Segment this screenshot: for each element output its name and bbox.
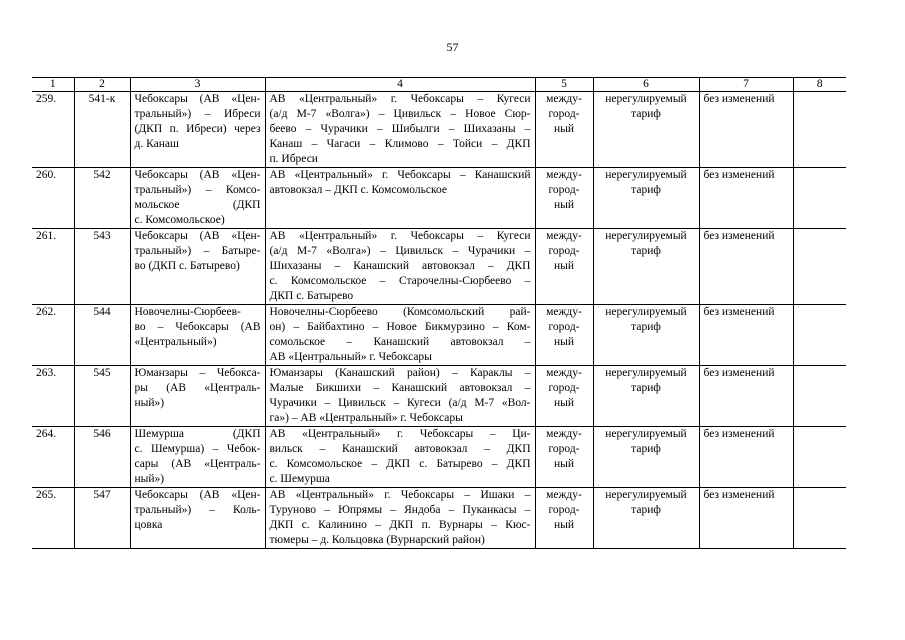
route-path-line: вильск – Канашский автовокзал – ДКП	[269, 443, 531, 455]
route-type-line: между-	[546, 230, 582, 242]
row-number-cell: 265.	[32, 488, 74, 549]
route-type-line: город-	[548, 108, 580, 120]
route-type-line: между-	[546, 367, 582, 379]
route-path-line: ДКП с. Батырево	[269, 290, 354, 302]
tariff-cell	[593, 427, 699, 488]
route-path-line: Чурачики – Цивильск – Кугеси (а/д М-7 «Вол-	[269, 397, 531, 409]
route-path-line: (а/д М-7 «Волга») – Цивильск – Чурачики –	[269, 245, 531, 257]
extra-cell	[793, 305, 846, 366]
route-number-cell: 547	[74, 488, 130, 549]
route-path-line: АВ «Центральный» г. Чебоксары – Кугеси	[269, 93, 531, 105]
route-name-cell	[130, 92, 265, 168]
route-name-line: Юманзары – Чебокса-	[134, 367, 261, 379]
extra-cell	[793, 488, 846, 549]
route-type-line: между-	[546, 93, 582, 105]
route-type-cell	[535, 488, 593, 549]
route-path-line: АВ «Центральный» г. Чебоксары – Ишаки –	[269, 489, 531, 501]
table-row	[32, 168, 846, 229]
route-name-line: д. Канаш	[134, 138, 179, 150]
route-path-cell	[265, 168, 535, 229]
table-row	[32, 229, 846, 305]
route-path-line: (а/д М-7 «Волга») – Цивильск – Новое Сюр-	[269, 108, 531, 120]
tariff-cell	[593, 488, 699, 549]
table-row	[32, 427, 846, 488]
extra-cell	[793, 168, 846, 229]
header-cell: 3	[130, 78, 265, 92]
tariff-cell	[593, 92, 699, 168]
route-name-line: Шемурша (ДКП	[134, 428, 261, 440]
route-path-line: АВ «Центральный» г. Чебоксары – Ци-	[269, 428, 531, 440]
route-path-line: Новочелны-Сюрбеево (Комсомольский рай-	[269, 306, 531, 318]
route-name-line: Чебоксары (АВ «Цен-	[134, 230, 261, 242]
route-number-cell: 546	[74, 427, 130, 488]
row-number-cell: 264.	[32, 427, 74, 488]
route-number-cell: 545	[74, 366, 130, 427]
header-cell: 1	[32, 78, 74, 92]
change-cell: без изменений	[699, 229, 793, 305]
row-number-cell: 263.	[32, 366, 74, 427]
route-path-line: ДКП с. Калинино – ДКП п. Вурнары – Кюс-	[269, 519, 531, 531]
route-name-cell	[130, 168, 265, 229]
route-type-line: между-	[546, 306, 582, 318]
route-type-line: ный	[553, 123, 575, 135]
extra-cell	[793, 92, 846, 168]
route-name-line: Чебоксары (АВ «Цен-	[134, 93, 261, 105]
route-type-line: между-	[546, 489, 582, 501]
tariff-line: тариф	[631, 321, 661, 333]
route-path-line: беево – Чурачики – Шибылги – Шихазаны –	[269, 123, 531, 135]
route-name-line: ный»)	[134, 473, 165, 485]
route-path-line: п. Ибреси	[269, 153, 318, 165]
header-cell: 5	[535, 78, 593, 92]
route-type-line: ный	[553, 458, 575, 470]
extra-cell	[793, 366, 846, 427]
route-name-line: во – Чебоксары (АВ	[134, 321, 261, 333]
route-type-cell	[535, 366, 593, 427]
route-type-cell	[535, 92, 593, 168]
extra-cell	[793, 427, 846, 488]
tariff-cell	[593, 229, 699, 305]
route-name-line: тральный») – Коль-	[134, 504, 261, 516]
routes-table	[32, 77, 846, 549]
route-type-line: между-	[546, 169, 582, 181]
route-path-line: Шихазаны – Канашский автовокзал – ДКП	[269, 260, 531, 272]
route-name-cell	[130, 427, 265, 488]
route-path-line: с. Комсомольское – ДКП с. Батырево – ДКП	[269, 458, 531, 470]
route-path-cell	[265, 366, 535, 427]
route-path-line: Турунoво – Юпрямы – Яндоба – Пуканкасы –	[269, 504, 531, 516]
route-type-line: город-	[548, 184, 580, 196]
route-type-cell	[535, 168, 593, 229]
header-cell: 7	[699, 78, 793, 92]
row-number-cell: 260.	[32, 168, 74, 229]
route-name-cell	[130, 366, 265, 427]
route-name-line: сары (АВ «Централь-	[134, 458, 261, 470]
change-cell: без изменений	[699, 427, 793, 488]
route-name-line: тральный») – Батыре-	[134, 245, 261, 257]
route-type-line: ный	[553, 336, 575, 348]
route-type-line: ный	[553, 260, 575, 272]
row-number-cell: 262.	[32, 305, 74, 366]
table-row	[32, 366, 846, 427]
change-cell: без изменений	[699, 168, 793, 229]
route-path-cell	[265, 92, 535, 168]
tariff-line: тариф	[631, 108, 661, 120]
route-name-line: Новочелны-Сюрбеев-	[134, 306, 241, 318]
route-path-line: га») – АВ «Центральный» г. Чебоксары	[269, 412, 463, 424]
route-type-line: город-	[548, 443, 580, 455]
header-cell: 8	[816, 78, 823, 90]
route-name-line: с. Шемурша) – Чебок-	[134, 443, 261, 455]
route-name-line: «Центральный»)	[134, 336, 217, 348]
tariff-line: нерегулируемый	[605, 169, 687, 181]
tariff-line: нерегулируемый	[605, 306, 687, 318]
tariff-line: тариф	[631, 382, 661, 394]
tariff-line: нерегулируемый	[605, 428, 687, 440]
tariff-cell	[593, 168, 699, 229]
tariff-line: тариф	[631, 443, 661, 455]
header-cell: 2	[74, 78, 130, 92]
route-path-line: АВ «Центральный» г. Чебоксары – Кугеси	[269, 230, 531, 242]
route-path-line: Юманзары (Канашский район) – Караклы –	[269, 367, 531, 379]
route-name-line: мольское (ДКП	[134, 199, 261, 211]
route-name-line: (ДКП п. Ибреси) через	[134, 123, 261, 135]
change-cell: без изменений	[699, 366, 793, 427]
change-cell: без изменений	[699, 305, 793, 366]
route-path-line: Канаш – Чагаси – Климово – Тойси – ДКП	[269, 138, 531, 150]
route-name-cell	[130, 488, 265, 549]
route-path-line: с. Шемурша	[269, 473, 330, 485]
route-name-line: тральный») – Комсо-	[134, 184, 261, 196]
route-name-line: Чебоксары (АВ «Цен-	[134, 489, 261, 501]
route-path-line: Малые Бикшихи – Канашский автовокзал –	[269, 382, 531, 394]
tariff-line: нерегулируемый	[605, 489, 687, 501]
tariff-cell	[593, 305, 699, 366]
route-number-cell: 542	[74, 168, 130, 229]
tariff-line: нерегулируемый	[605, 230, 687, 242]
header-cell: 6	[593, 78, 699, 92]
route-name-line: ры (АВ «Централь-	[134, 382, 261, 394]
route-path-cell	[265, 427, 535, 488]
tariff-line: тариф	[631, 504, 661, 516]
route-number-cell: 541-к	[74, 92, 130, 168]
route-name-line: с. Комсомольское)	[134, 214, 225, 226]
tariff-line: тариф	[631, 184, 661, 196]
route-path-cell	[265, 229, 535, 305]
table-row	[32, 305, 846, 366]
tariff-line: нерегулируемый	[605, 367, 687, 379]
route-name-line: цовка	[134, 519, 163, 531]
route-type-cell	[535, 229, 593, 305]
route-path-line: АВ «Центральный» г. Чебоксары	[269, 351, 432, 363]
route-path-line: тюмеры – д. Кольцовка (Вурнарский район)	[269, 534, 485, 546]
table-row	[32, 488, 846, 549]
extra-cell	[793, 229, 846, 305]
route-path-line: с. Комсомольское – Старочелны-Сюрбеево –	[269, 275, 531, 287]
route-path-cell	[265, 305, 535, 366]
route-path-line: автовокзал – ДКП с. Комсомольское	[269, 184, 447, 196]
page-number: 57	[446, 40, 459, 54]
table-header-row	[32, 78, 846, 92]
route-path-cell	[265, 488, 535, 549]
route-name-cell	[130, 305, 265, 366]
route-type-cell	[535, 305, 593, 366]
change-cell: без изменений	[699, 488, 793, 549]
change-cell: без изменений	[699, 92, 793, 168]
route-type-line: город-	[548, 504, 580, 516]
route-type-cell	[535, 427, 593, 488]
row-number-cell: 259.	[32, 92, 74, 168]
table-row	[32, 92, 846, 168]
route-type-line: ный	[553, 199, 575, 211]
route-type-line: город-	[548, 245, 580, 257]
route-path-line: он) – Байбахтино – Новое Бикмурзино – Ком-	[269, 321, 531, 333]
route-type-line: город-	[548, 321, 580, 333]
route-name-cell	[130, 229, 265, 305]
header-cell: 4	[265, 78, 535, 92]
route-type-line: город-	[548, 382, 580, 394]
route-name-line: Чебоксары (АВ «Цен-	[134, 169, 261, 181]
route-path-line: сомольское – Канашский автовокзал –	[269, 336, 531, 348]
row-number-cell: 261.	[32, 229, 74, 305]
route-number-cell: 543	[74, 229, 130, 305]
route-number-cell: 544	[74, 305, 130, 366]
tariff-line: тариф	[631, 245, 661, 257]
tariff-cell	[593, 366, 699, 427]
route-name-line: ный»)	[134, 397, 165, 409]
route-name-line: во (ДКП с. Батырево)	[134, 260, 240, 272]
route-type-line: ный	[553, 397, 575, 409]
tariff-line: нерегулируемый	[605, 93, 687, 105]
route-path-line: АВ «Центральный» г. Чебоксары – Канашский	[269, 169, 531, 181]
route-name-line: тральный») – Ибреси	[134, 108, 261, 120]
route-type-line: между-	[546, 428, 582, 440]
route-type-line: ный	[553, 519, 575, 531]
